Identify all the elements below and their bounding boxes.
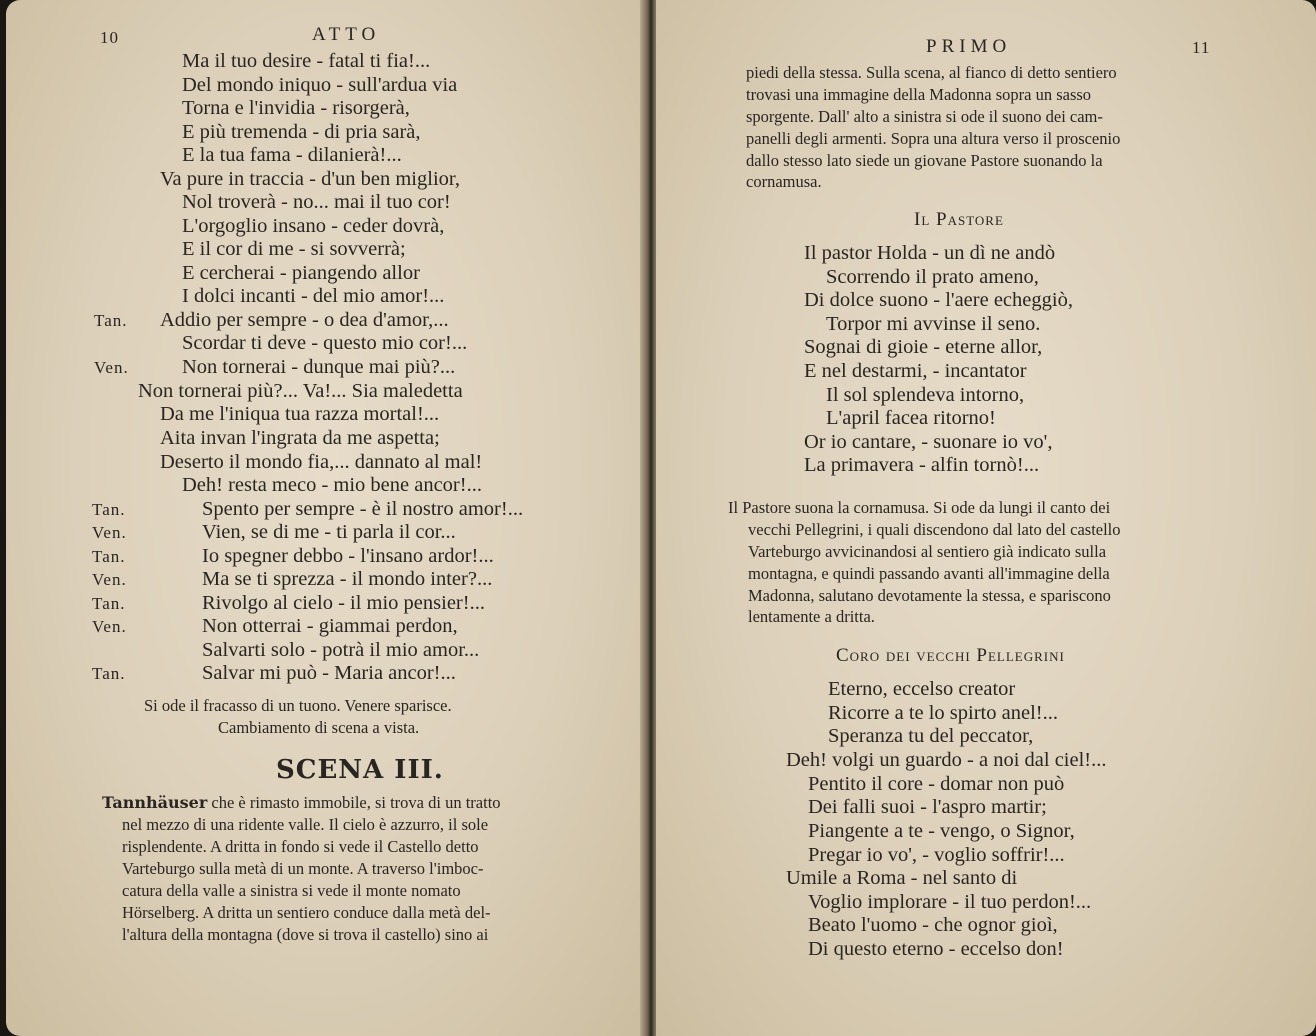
verse-line: Addio per sempre - o dea d'amor,... — [160, 309, 449, 331]
speaker-ven: Ven. — [92, 617, 127, 636]
verse-line: Spento per sempre - è il nostro amor!... — [202, 498, 524, 520]
verse-line: Torpor mi avvinse il seno. — [826, 313, 1041, 335]
verse-line: E cercherai - piangendo allor — [182, 262, 420, 284]
speaker-tan: Tan. — [92, 547, 126, 566]
prose-line: vecchi Pellegrini, i quali discendono dal lato del castello — [748, 520, 1121, 539]
verse-line: Va pure in traccia - d'un ben miglior, — [160, 168, 461, 190]
left-page — [6, 0, 646, 1036]
stage-direction: Si ode il fracasso di un tuono. Venere sparisce. — [144, 696, 452, 715]
verse-line: Nol troverà - no... mai il tuo cor! — [182, 191, 451, 213]
prose-line: Il Pastore suona la cornamusa. Si ode da lungi il canto dei — [728, 498, 1111, 517]
verse-line: L'april facea ritorno! — [826, 407, 996, 429]
speaker-tan: Tan. — [92, 500, 126, 519]
verse-line: Vien, se di me - ti parla il cor... — [202, 521, 456, 543]
running-head-right: PRIMO — [926, 36, 1012, 57]
verse-line: Voglio implorare - il tuo perdon!... — [808, 891, 1092, 913]
verse-line: Rivolgo al cielo - il mio pensier!... — [202, 592, 485, 614]
running-head-left: ATTO — [312, 24, 381, 45]
prose-line: che è rimasto immobile, si trova di un tratto — [211, 793, 501, 812]
verse-line: Scorrendo il prato ameno, — [826, 266, 1039, 288]
verse-line: Salvarti solo - potrà il mio amor... — [202, 639, 480, 661]
verse-line: Ma il tuo desire - fatal ti fia!... — [182, 50, 431, 72]
verse-line: Scordar ti deve - questo mio cor!... — [182, 332, 468, 354]
verse-line: Sognai di gioie - eterne allor, — [804, 336, 1043, 358]
scene-description-first-line — [102, 792, 501, 814]
prose-line: catura della valle a sinistra si vede il monte nomato — [122, 881, 461, 900]
prose-line: Varteburgo sulla metà di un monte. A traverso l'imboc- — [122, 859, 484, 878]
verse-line: E la tua fama - dilanierà!... — [182, 144, 402, 166]
prose-line: montagna, e quindi passando avanti all'immagine della — [748, 564, 1110, 583]
prose-line: Varteburgo avvicinandosi al sentiero già indicato sulla — [748, 542, 1107, 561]
verse-line: Dei falli suoi - l'aspro martir; — [808, 796, 1047, 818]
page-number-right: 11 — [1192, 38, 1211, 57]
verse-line: Pregar io vo', - voglio soffrir!... — [808, 844, 1065, 866]
verse-line: Non tornerai più?... Va!... Sia maledetta — [138, 380, 463, 402]
verse-line: Io spegner debbo - l'insano ardor!... — [202, 545, 494, 567]
stage-direction: Cambiamento di scena a vista. — [218, 718, 420, 737]
verse-line: Deh! resta meco - mio bene ancor!... — [182, 474, 482, 496]
scene-title: SCENA III. — [276, 755, 444, 785]
speaker-tan: Tan. — [94, 311, 128, 330]
speaker-ven: Ven. — [94, 358, 129, 377]
verse-line: Aita invan l'ingrata da me aspetta; — [160, 427, 440, 449]
speaker-ven: Ven. — [92, 523, 127, 542]
verse-line: Deserto il mondo fia,... dannato al mal! — [160, 451, 483, 473]
right-page — [656, 0, 1316, 1036]
verse-line: Non otterrai - giammai perdon, — [202, 615, 458, 637]
character-name: Tannhäuser — [102, 793, 208, 812]
verse-line: Ricorre a te lo spirto anel!... — [828, 702, 1058, 724]
prose-line: piedi della stessa. Sulla scena, al fianco di detto sentiero — [746, 63, 1117, 82]
verse-line: Il sol splendeva intorno, — [826, 384, 1025, 406]
speaker-heading-coro: Coro dei vecchi Pellegrini — [836, 645, 1065, 666]
prose-line: sporgente. Dall' alto a sinistra si ode il suono dei cam- — [746, 107, 1103, 126]
prose-line: dallo stesso lato siede un giovane Pastore suonando la — [746, 151, 1103, 170]
prose-line: lentamente a dritta. — [748, 607, 875, 626]
verse-line: E il cor di me - si sovverrà; — [182, 238, 406, 260]
verse-line: Da me l'iniqua tua razza mortal!... — [160, 403, 440, 425]
prose-line: Madonna, salutano devotamente la stessa, e spariscono — [748, 586, 1111, 605]
verse-line: Torna e l'invidia - risorgerà, — [182, 97, 410, 119]
verse-line: Non tornerai - dunque mai più?... — [182, 356, 456, 378]
verse-line: Di questo eterno - eccelso don! — [808, 938, 1064, 960]
prose-line: risplendente. A dritta in fondo si vede il Castello detto — [122, 837, 479, 856]
prose-line: panelli degli armenti. Sopra una altura verso il proscenio — [746, 129, 1121, 148]
verse-line: Pentito il core - domar non può — [808, 773, 1065, 795]
verse-line: I dolci incanti - del mio amor!... — [182, 285, 445, 307]
verse-line: Ma se ti sprezza - il mondo inter?... — [202, 568, 493, 590]
verse-line: Salvar mi può - Maria ancor!... — [202, 662, 456, 684]
verse-line: Or io cantare, - suonare io vo', — [804, 431, 1053, 453]
speaker-tan: Tan. — [92, 664, 126, 683]
speaker-tan: Tan. — [92, 594, 126, 613]
verse-line: Umile a Roma - nel santo di — [786, 867, 1018, 889]
verse-line: E più tremenda - di pria sarà, — [182, 121, 421, 143]
verse-line: Del mondo iniquo - sull'ardua via — [182, 74, 458, 96]
speaker-ven: Ven. — [92, 570, 127, 589]
prose-line: trovasi una immagine della Madonna sopra un sasso — [746, 85, 1092, 104]
verse-line: Eterno, eccelso creator — [828, 678, 1016, 700]
page-number-left: 10 — [100, 28, 119, 47]
verse-line: Il pastor Holda - un dì ne andò — [804, 242, 1056, 264]
verse-line: E nel destarmi, - incantator — [804, 360, 1027, 382]
prose-line: Hörselberg. A dritta un sentiero conduce dalla metà del- — [122, 903, 491, 922]
verse-line: Di dolce suono - l'aere echeggiò, — [804, 289, 1073, 311]
verse-line: L'orgoglio insano - ceder dovrà, — [182, 215, 445, 237]
verse-line: La primavera - alfin tornò!... — [804, 454, 1040, 476]
verse-line: Speranza tu del peccator, — [828, 725, 1034, 747]
verse-line: Deh! volgi un guardo - a noi dal ciel!... — [786, 749, 1107, 771]
prose-line: nel mezzo di una ridente valle. Il cielo è azzurro, il sole — [122, 815, 489, 834]
verse-line: Piangente a te - vengo, o Signor, — [808, 820, 1075, 842]
verse-line: Beato l'uomo - che ognor gioì, — [808, 914, 1058, 936]
prose-line: l'altura della montagna (dove si trova il castello) sino ai — [122, 925, 489, 944]
speaker-heading-pastore: Il Pastore — [914, 209, 1004, 230]
prose-line: cornamusa. — [746, 172, 822, 191]
